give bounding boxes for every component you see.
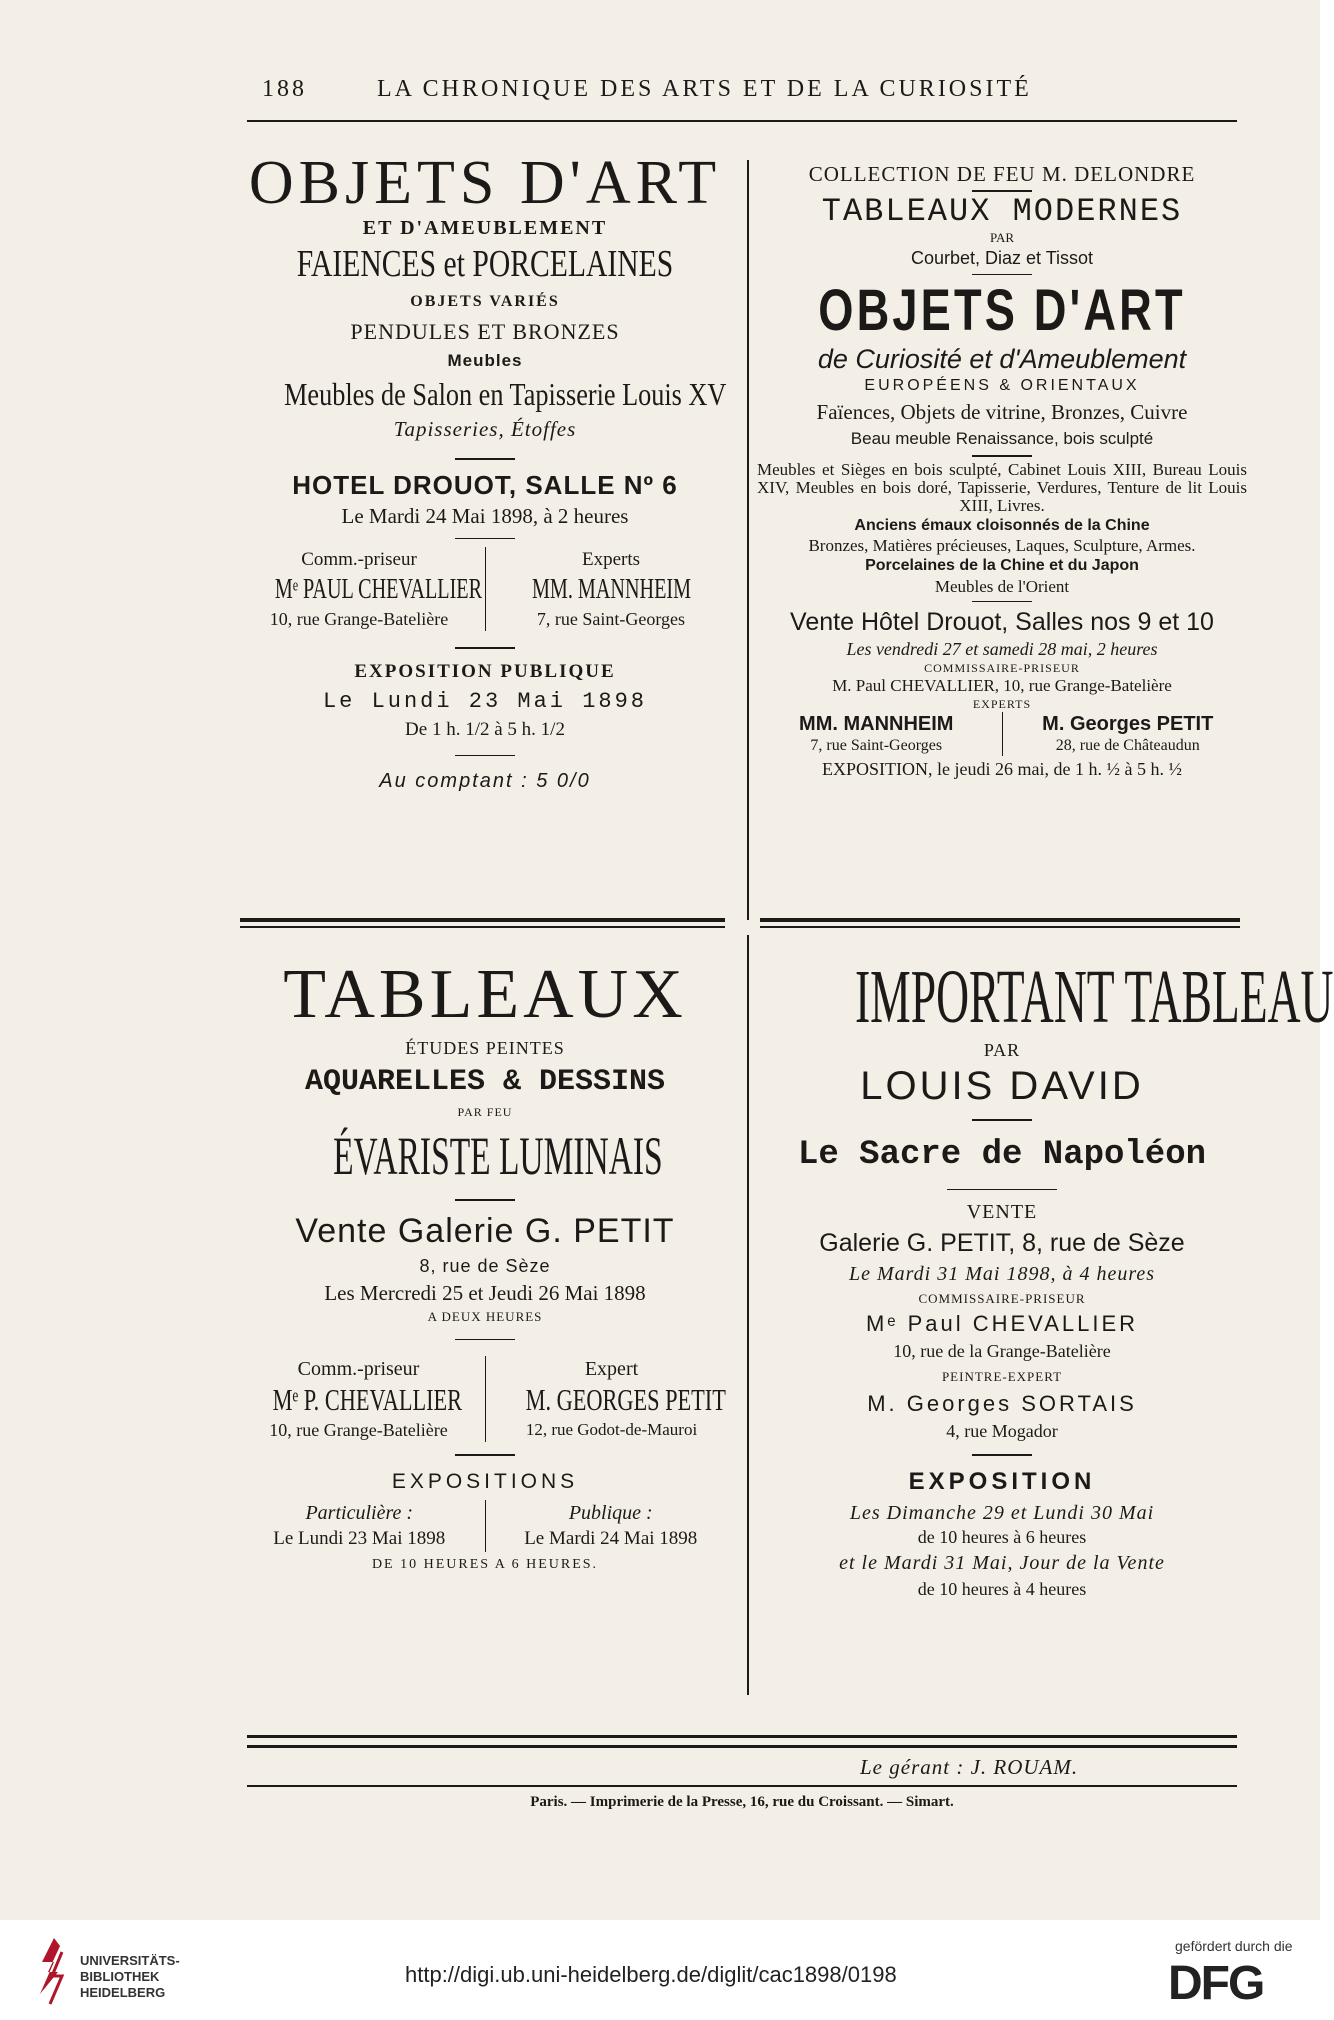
ad3-l3: PAR FEU [457,1105,513,1119]
ad-delondre-collection [757,160,1247,782]
ad4-work: Le Sacre de Napoléon [797,1135,1207,1174]
separator [972,455,1032,457]
ad4-venue: Galerie G. PETIT, 8, rue de Sèze [819,1229,1185,1257]
ad3-left-head: Comm.-priseur [297,1358,420,1380]
ad2-line4: Porcelaines de la Chine et du Japon [865,556,1139,574]
ad3-pub-date: Le Mardi 24 Mai 1898 [524,1527,698,1549]
ad4-vente: VENTE [966,1201,1038,1223]
ad3-venue: Vente Galerie G. PETIT [295,1211,675,1250]
imprint: Paris. — Imprimerie de la Presse, 16, rue du Croissant. — Simart. [530,1794,954,1810]
separator [455,755,515,757]
library-line-1: UNIVERSITÄTS- [80,1953,180,1968]
bottom-rule-1 [247,1735,1237,1738]
ad1-left-addr: 10, rue Grange-Batelière [269,609,449,629]
ad3-officials [240,1356,730,1442]
gerant: Le gérant : J. ROUAM. [860,1755,1079,1779]
ad3-time: A DEUX HEURES [427,1308,543,1324]
ad1-expo: EXPOSITION PUBLIQUE [354,660,616,682]
digitization-footer [0,1920,1320,2020]
ad2-right-addr: 28, rue de Châteaudun [1055,737,1200,754]
ad3-title: TABLEAUX [283,956,687,1033]
separator [972,1119,1032,1121]
ad1-terms: Au comptant : 5 0/0 [379,770,591,792]
separator [455,1199,515,1201]
ad2-line5: Meubles de l'Orient [934,576,1070,596]
ad4-e4: de 10 heures à 4 heures [917,1578,1087,1599]
separator [972,1454,1032,1456]
ad1-right-addr: 7, rue Saint-Georges [536,609,686,629]
ad1-right-head: Experts [581,549,641,570]
ad2-par: PAR [989,229,1015,245]
ad2-sub: de Curiosité et d'Ameublement [817,344,1187,374]
ad4-e3: et le Mardi 31 Mai, Jour de la Vente [839,1551,1165,1574]
separator [455,458,515,460]
ad3-right-head: Expert [584,1358,639,1380]
ad4-pe-head: PEINTRE-EXPERT [941,1369,1063,1384]
ad4-cp-head: COMMISSAIRE-PRISEUR [918,1291,1086,1306]
double-rule-left [240,918,725,922]
ad1-line6: Tapisseries, Étoffes [393,417,577,441]
ad2-cp-head: COMMISSAIRE-PRISEUR [924,661,1080,675]
ad1-venue: HOTEL DROUOT, SALLE Nº 6 [292,469,678,500]
separator [972,190,1032,192]
ad3-left-addr: 10, rue Grange-Batelière [269,1420,448,1440]
ad1-date: Le Mardi 24 Mai 1898, à 2 heures [341,503,629,528]
ad-tableaux-luminais [240,955,730,1578]
ad1-left-head: Comm.-priseur [301,549,417,570]
ad3-expo: EXPOSITIONS [391,1469,579,1493]
ad3-p-date: Le Lundi 23 Mai 1898 [273,1527,446,1549]
ad1-right-name: MM. MANNHEIM [531,574,691,605]
bottom-rule-2 [247,1745,1237,1748]
ad2-para1: Meubles et Sièges en bois sculpté, Cabinet Louis XIII, Bureau Louis XIV, Meubles en bois doré, Tapisserie, Verdures, Tenture de lit Louis XIII, Livres. [757,459,1247,515]
ad2-line1: Faïences, Objets de vitrine, Bronzes, Cuivre [816,400,1188,424]
double-rule-right-2 [760,926,1240,928]
separator [455,647,515,649]
ad2-experts [757,712,1247,756]
university-library-logo-icon [28,1932,80,2012]
ad2-cp: M. Paul CHEVALLIER, 10, rue Grange-Batelière [832,676,1172,695]
ad2-artists: Courbet, Diaz et Tissot [910,247,1094,268]
library-line-2: BIBLIOTHEK [80,1969,160,1984]
ad3-addr: 8, rue de Sèze [419,1255,551,1276]
header-rule [247,120,1237,122]
ad4-title: IMPORTANT TABLEAU [855,955,1334,1039]
ad2-line3: Anciens émaux cloisonnés de la Chine [854,516,1150,534]
ad1-line2: OBJETS VARIÉS [410,293,560,310]
ad2-title: TABLEAUX MODERNES [821,192,1183,230]
ad4-pe-name: M. Georges SORTAIS [867,1391,1137,1416]
column-divider-lower [747,935,749,1695]
ad4-artist: LOUIS DAVID [860,1064,1144,1108]
ad3-expo-dates [240,1500,730,1552]
separator [455,538,515,540]
ad1-line3: PENDULES ET BRONZES [350,319,620,344]
ad3-l1: ÉTUDES PEINTES [405,1038,565,1058]
journal-title: LA CHRONIQUE DES ARTS ET DE LA CURIOSITÉ [377,76,1032,102]
ad2-expo: EXPOSITION, le jeudi 26 mai, de 1 h. ½ à 5 h. ½ [822,759,1182,779]
ad3-right-name: M. GEORGES PETIT [525,1382,726,1417]
double-rule-left-2 [240,926,725,928]
ad4-expo: EXPOSITION [908,1467,1096,1495]
separator [972,274,1032,276]
separator [972,601,1032,603]
ad3-p-head: Particulière : [305,1501,414,1524]
ad4-par: PAR [983,1040,1021,1060]
ad1-line5: Meubles de Salon en Tapisserie Louis XV [284,376,727,412]
ad3-pub-head: Publique : [568,1501,653,1524]
separator [455,1339,515,1341]
ad3-l2: AQUARELLES & DESSINS [304,1065,666,1099]
double-rule-right [760,918,1240,922]
ad1-expo-date: Le Lundi 23 Mai 1898 [322,688,648,714]
ad1-officials [240,547,730,631]
page-header [247,76,1237,106]
dfg-logo: DFG [1168,1957,1264,2010]
ad4-cp-name: Mᵉ Paul CHEVALLIER [865,1311,1139,1336]
column-divider [747,160,749,920]
ad2-dates: Les vendredi 27 et samedi 28 mai, 2 heures [846,639,1158,659]
ad2-origin: EUROPÉENS & ORIENTAUX [864,377,1140,394]
ad2-left-name: MM. MANNHEIM [799,713,954,735]
ad2-line2: Beau meuble Renaissance, bois sculpté [850,429,1154,448]
ad2-top: COLLECTION DE FEU M. DELONDRE [808,162,1196,186]
ad1-title: OBJETS D'ART [248,149,722,217]
ad3-artist: ÉVARISTE LUMINAIS [333,1126,663,1186]
ad-objets-dart [240,150,730,798]
ad2-exp-head: EXPERTS [972,697,1032,711]
page-number: 188 [262,76,307,102]
ad-important-tableau [757,955,1334,1600]
separator [947,1189,1057,1191]
ad1-expo-hours: De 1 h. 1/2 à 5 h. 1/2 [405,718,565,740]
ad2-venue: Vente Hôtel Drouot, Salles nos 9 et 10 [790,608,1214,636]
ad3-hours: DE 10 HEURES A 6 HEURES. [371,1556,599,1572]
ad1-subtitle: ET D'AMEUBLEMENT [362,217,608,239]
ad4-date: Le Mardi 31 Mai 1898, à 4 heures [848,1263,1156,1285]
ad3-dates: Les Mercredi 25 et Jeudi 26 Mai 1898 [324,1280,646,1305]
ad1-line4: Meubles [447,351,523,370]
ad3-left-name: Mᵉ P. CHEVALLIER [272,1382,462,1417]
funded-by: gefördert durch die [1175,1938,1293,1954]
ad2-right-name: M. Georges PETIT [1042,713,1214,735]
ad1-line1: FAIENCES et PORCELAINES [296,243,674,285]
ad3-right-addr: 12, rue Godot-de-Mauroi [525,1420,698,1439]
ad4-e2: de 10 heures à 6 heures [917,1526,1087,1547]
separator [455,1454,515,1456]
ad2-para2: Bronzes, Matières précieuses, Laques, Sculpture, Armes. [808,535,1196,555]
ad2-title2: OBJETS D'ART [818,278,1186,343]
library-line-3: HEIDELBERG [80,1985,166,2000]
ad4-e1: Les Dimanche 29 et Lundi 30 Mai [849,1501,1155,1524]
ad1-left-name: Mᵉ PAUL CHEVALLIER [274,574,482,605]
ad4-pe-addr: 4, rue Mogador [946,1421,1058,1441]
library-name [80,1953,180,2001]
bottom-rule-3 [247,1785,1237,1787]
ad4-cp-addr: 10, rue de la Grange-Batelière [893,1341,1111,1361]
ad2-left-addr: 7, rue Saint-Georges [810,737,943,754]
source-url[interactable]: http://digi.ub.uni-heidelberg.de/diglit/cac1898/0198 [405,1962,897,1987]
